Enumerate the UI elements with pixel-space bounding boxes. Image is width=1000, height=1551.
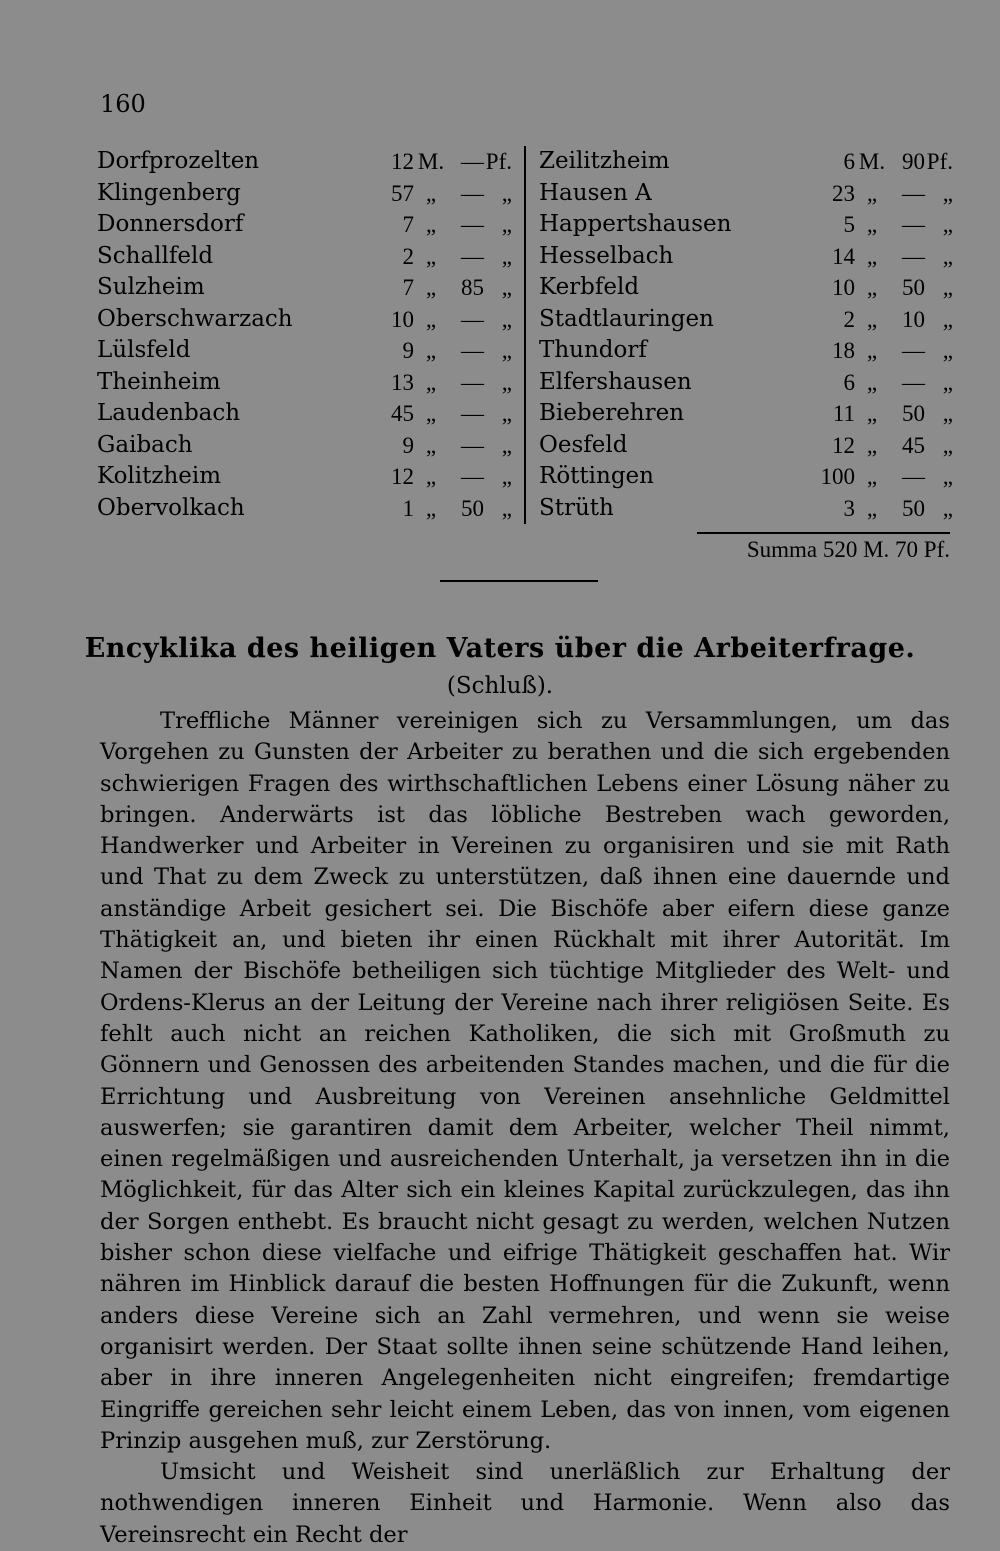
mark-unit: „ — [866, 338, 878, 363]
amount — [370, 146, 512, 178]
amount-pfennig: 10 — [902, 306, 925, 332]
place-name: Schallfeld — [97, 242, 214, 269]
amount — [370, 272, 512, 304]
amount-marks: 10 — [832, 275, 855, 300]
amount-marks: 100 — [820, 464, 855, 489]
pfennig-unit: „ — [501, 464, 512, 489]
article-paragraph: Treffliche Männer vereinigen sich zu Versammlungen, um das Vorgehen zu Gunsten der Arbeiter zu berathen und die sich ergebenden schwierigen Fragen des wirthschaftlichen Lebens einer Lösung näher zu bringen. Anderwärts ist das löbliche Bestreben wach geworden, Handwerker und Arbeiter in Vereinen zu organisiren und sie mit Rath und That zu dem Zweck zu unterstützen, daß ihnen eine dauernde und anständige Arbeit gesichert sei. Die Bischöfe aber eifern diese ganze Thätigkeit an, und bieten ihr einen Rückhalt mit ihrer Autorität. Im Namen der Bischöfe betheiligen sich tüchtige Mitglieder des Welt- und Ordens-Klerus an der Leitung der Vereine nach ihrer religiösen Seite. Es fehlt auch nicht an reichen Katholiken, die sich mit Großmuth zu Gönnern und Genossen des arbeitenden Standes machen, und die für die Errichtung und Ausbreitung von Vereinen ansehnliche Geldmittel auswerfen; sie garantiren damit dem Arbeiter, welcher Theil nimmt, einen regelmäßigen und ausreichenden Unterhalt, ja versetzen ihn in die Möglichkeit, für das Alter sich ein kleines Kapital zurückzulegen, das ihn der Sorgen enthebt. Es braucht nicht gesagt zu werden, welchen Nutzen bisher schon diese vielfache und eifrige Thätigkeit geschaffen hat. Wir nähren im Hinblick darauf die besten Hoffnungen für die Zukunft, wenn anders diese Vereine sich an Zahl vermehren, und wenn sie weise organisirt werden. Der Staat sollte ihnen seine schützende Hand leihen, aber in ihre inneren Angelegenheiten nicht eingreifen; fremdartige Eingriffe gereichen sehr leicht einem Leben, das von innen, vom eigenen Prinzip ausgehen muß, zur Zerstörung. — [100, 708, 950, 1454]
pfennig-unit: „ — [501, 212, 512, 237]
amount-pfennig: 50 — [902, 401, 925, 426]
amount-pfennig: — — [902, 464, 925, 489]
amount-marks: 45 — [391, 401, 414, 426]
mark-unit: M. — [858, 149, 886, 174]
mark-unit: „ — [425, 369, 437, 395]
mark-unit: „ — [866, 495, 878, 521]
ledger-row — [97, 272, 512, 304]
mark-unit: „ — [425, 464, 437, 489]
article-subtitle: (Schluß). — [446, 673, 554, 699]
pfennig-unit: „ — [942, 338, 953, 363]
amount — [811, 335, 953, 367]
place-name: Strüth — [539, 494, 614, 521]
mark-unit: „ — [425, 306, 437, 332]
amount-pfennig: — — [461, 212, 484, 237]
mark-unit: „ — [866, 369, 878, 395]
amount — [811, 398, 953, 430]
amount-pfennig: — — [461, 369, 484, 395]
sum-rule — [697, 532, 950, 534]
amount-pfennig: — — [461, 401, 484, 426]
pfennig-unit: „ — [942, 464, 953, 489]
ledger-row — [97, 398, 512, 430]
place-name: Oberschwarzach — [97, 305, 293, 332]
amount-pfennig: — — [461, 464, 484, 489]
amount — [370, 367, 512, 399]
amount-pfennig: 85 — [461, 275, 484, 300]
pfennig-unit: „ — [942, 306, 953, 332]
place-name: Sulzheim — [97, 274, 205, 300]
amount-pfennig: — — [902, 180, 925, 206]
pfennig-unit: „ — [501, 306, 512, 332]
amount-pfennig: 50 — [461, 495, 484, 521]
pfennig-unit: „ — [501, 180, 512, 206]
sum-label: Summa — [746, 537, 818, 562]
mark-unit: „ — [866, 243, 878, 269]
ledger-row — [539, 178, 953, 210]
mark-unit: „ — [866, 464, 878, 489]
amount-marks: 6 — [843, 369, 855, 395]
place-name: Röttingen — [539, 463, 654, 489]
place-name: Thundorf — [539, 337, 647, 363]
amount-marks: 9 — [402, 338, 414, 363]
pfennig-unit: „ — [942, 432, 953, 458]
pfennig-unit: „ — [942, 243, 953, 269]
amount-pfennig: 45 — [902, 432, 925, 458]
amount-pfennig: — — [461, 243, 484, 269]
ledger-row — [539, 367, 953, 399]
ledger-row — [97, 241, 512, 273]
mark-unit: „ — [425, 180, 437, 206]
amount-pfennig: — — [461, 432, 484, 458]
ledger-row — [539, 335, 953, 367]
amount-marks: 3 — [843, 495, 855, 521]
amount-pfennig: — — [902, 212, 925, 237]
ledger-row — [539, 461, 953, 493]
mark-unit: „ — [425, 275, 437, 300]
ledger-row — [539, 272, 953, 304]
amount — [811, 461, 953, 493]
amount — [811, 209, 953, 241]
mark-unit: „ — [866, 180, 878, 206]
amount — [811, 367, 953, 399]
place-name: Gaibach — [97, 431, 193, 458]
amount-marks: 10 — [391, 306, 414, 332]
pfennig-unit: „ — [942, 495, 953, 521]
place-name: Oesfeld — [539, 431, 628, 458]
amount — [811, 178, 953, 210]
amount — [370, 178, 512, 210]
amount-pfennig: 90 — [902, 149, 925, 174]
pfennig-unit: „ — [501, 401, 512, 426]
amount-marks: 13 — [391, 369, 414, 395]
ledger-row — [539, 430, 953, 462]
amount-marks: 14 — [832, 243, 855, 269]
place-name: Happertshausen — [539, 211, 732, 237]
ledger-row — [97, 461, 512, 493]
mark-unit: „ — [425, 401, 437, 426]
amount-pfennig: — — [461, 149, 484, 174]
pfennig-unit: „ — [942, 275, 953, 300]
amount — [370, 304, 512, 336]
amount — [370, 430, 512, 462]
mark-unit: „ — [425, 432, 437, 458]
pfennig-unit: „ — [501, 275, 512, 300]
pfennig-unit: „ — [942, 180, 953, 206]
place-name: Lülsfeld — [97, 337, 191, 363]
amount-marks: 11 — [832, 401, 855, 426]
ledger-row — [539, 209, 953, 241]
place-name: Obervolkach — [97, 494, 245, 521]
pfennig-unit: „ — [942, 212, 953, 237]
mark-unit: „ — [866, 212, 878, 237]
amount — [811, 493, 953, 525]
amount-marks: 12 — [391, 464, 414, 489]
amount-marks: 18 — [832, 338, 855, 363]
amount-pfennig: — — [461, 180, 484, 206]
mark-unit: M. — [417, 149, 445, 174]
place-name: Hesselbach — [539, 242, 674, 269]
amount-marks: 23 — [832, 180, 855, 206]
amount — [811, 272, 953, 304]
pfennig-unit: „ — [501, 338, 512, 363]
place-name: Klingenberg — [97, 179, 241, 206]
amount — [811, 241, 953, 273]
column-divider — [524, 146, 526, 524]
section-separator — [440, 580, 598, 582]
article-body — [100, 706, 950, 1551]
ledger-right-column — [539, 146, 953, 524]
place-name: Laudenbach — [97, 400, 241, 426]
amount — [811, 430, 953, 462]
amount-marks: 2 — [843, 306, 855, 332]
ledger-row — [97, 178, 512, 210]
sum-value: 520 M. 70 Pf. — [822, 537, 950, 562]
article-paragraph: Umsicht und Weisheit sind unerläßlich zur Erhaltung der nothwendigen inneren Einheit und Harmonie. Wenn also das Vereinsrecht ein Recht der — [100, 1459, 950, 1548]
place-name: Dorfprozelten — [97, 148, 260, 174]
amount — [811, 146, 953, 178]
place-name: Kerbfeld — [539, 274, 640, 300]
pfennig-unit: „ — [501, 495, 512, 521]
amount-pfennig: — — [902, 369, 925, 395]
ledger-row — [97, 146, 512, 178]
mark-unit: „ — [866, 275, 878, 300]
amount-pfennig: — — [902, 243, 925, 269]
place-name: Bieberehren — [539, 400, 685, 426]
mark-unit: „ — [866, 306, 878, 332]
ledger-row — [539, 304, 953, 336]
place-name: Donnersdorf — [97, 211, 244, 237]
mark-unit: „ — [866, 401, 878, 426]
amount — [370, 398, 512, 430]
amount-marks: 7 — [402, 275, 414, 300]
ledger-row — [97, 493, 512, 525]
place-name: Kolitzheim — [97, 463, 222, 489]
ledger-row — [539, 146, 953, 178]
place-name: Hausen A — [539, 179, 652, 206]
amount-marks: 7 — [402, 212, 414, 237]
place-name: Zeilitzheim — [539, 148, 670, 174]
ledger-row — [97, 304, 512, 336]
amount — [370, 493, 512, 525]
amount-pfennig: — — [461, 338, 484, 363]
ledger-row — [539, 398, 953, 430]
amount-pfennig: 50 — [902, 495, 925, 521]
ledger-row — [97, 209, 512, 241]
ledger-total — [747, 537, 950, 563]
mark-unit: „ — [425, 243, 437, 269]
amount-marks: 5 — [843, 212, 855, 237]
pfennig-unit: „ — [501, 432, 512, 458]
pfennig-unit: „ — [501, 243, 512, 269]
ledger-row — [539, 241, 953, 273]
mark-unit: „ — [425, 495, 437, 521]
pfennig-unit: Pf. — [485, 149, 512, 174]
amount — [370, 335, 512, 367]
pfennig-unit: Pf. — [926, 149, 953, 174]
ledger-row — [97, 335, 512, 367]
place-name: Stadtlauringen — [539, 305, 714, 332]
amount-marks: 12 — [391, 149, 414, 174]
mark-unit: „ — [425, 338, 437, 363]
article-title: Encyklika des heiligen Vaters über die Arbeiterfrage. — [84, 633, 916, 664]
place-name: Elfershausen — [539, 368, 692, 395]
place-name: Theinheim — [97, 368, 221, 395]
amount-pfennig: — — [902, 338, 925, 363]
amount-marks: 6 — [843, 149, 855, 174]
amount — [370, 209, 512, 241]
mark-unit: „ — [866, 432, 878, 458]
pfennig-unit: „ — [942, 369, 953, 395]
pfennig-unit: „ — [942, 401, 953, 426]
ledger-row — [539, 493, 953, 525]
mark-unit: „ — [425, 212, 437, 237]
amount — [370, 241, 512, 273]
ledger-left-column — [97, 146, 512, 524]
amount-marks: 12 — [832, 432, 855, 458]
pfennig-unit: „ — [501, 369, 512, 395]
amount-pfennig: — — [461, 306, 484, 332]
ledger-row — [97, 430, 512, 462]
amount — [370, 461, 512, 493]
amount-marks: 2 — [402, 243, 414, 269]
amount-pfennig: 50 — [902, 275, 925, 300]
ledger-row — [97, 367, 512, 399]
amount — [811, 304, 953, 336]
amount-marks: 57 — [391, 180, 414, 206]
amount-marks: 9 — [402, 432, 414, 458]
donation-ledger — [97, 146, 953, 526]
page-number: 160 — [100, 90, 146, 118]
amount-marks: 1 — [402, 495, 414, 521]
